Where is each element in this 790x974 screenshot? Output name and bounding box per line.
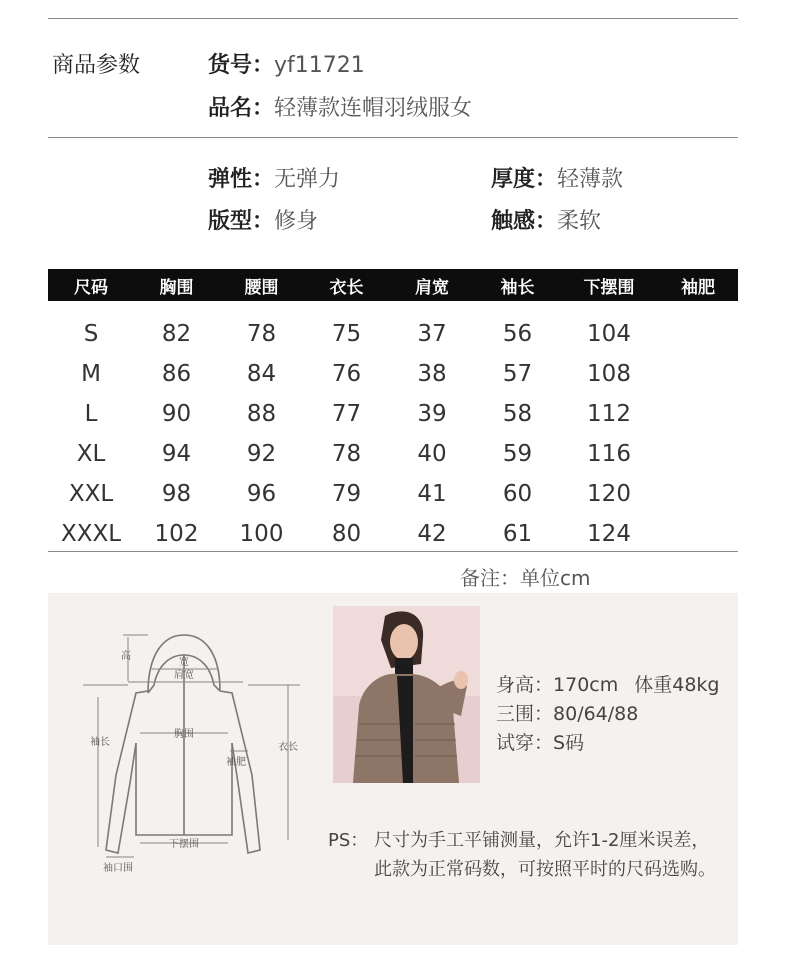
table-cell: 40 bbox=[417, 441, 447, 467]
table-cell: 116 bbox=[587, 441, 631, 467]
table-cell: 61 bbox=[502, 521, 533, 547]
model-tried-label: 试穿： bbox=[496, 732, 554, 754]
fit-label: 版型： bbox=[208, 209, 275, 234]
product-name bbox=[208, 91, 472, 122]
table-cell: 38 bbox=[417, 361, 447, 387]
product-name-label: 品名： bbox=[208, 96, 275, 121]
item-number bbox=[208, 48, 365, 79]
diagram-label-shoulder: 肩宽 bbox=[174, 670, 194, 681]
ps-text-2: 此款为正常码数，可按照平时的尺码选购。 bbox=[374, 859, 716, 880]
header-size: 尺码 bbox=[74, 277, 108, 298]
unit-note: 备注：单位cm bbox=[460, 566, 591, 590]
size-table-body bbox=[48, 314, 738, 554]
model-photo bbox=[333, 606, 480, 783]
table-cell: 80 bbox=[331, 521, 362, 547]
table-cell: 100 bbox=[239, 521, 284, 547]
ps-line-2 bbox=[374, 855, 716, 881]
item-number-label: 货号： bbox=[208, 53, 275, 78]
table-cell: 120 bbox=[587, 481, 631, 507]
thickness-value: 轻薄款 bbox=[557, 167, 624, 192]
model-height bbox=[496, 670, 720, 697]
feel-value: 柔软 bbox=[557, 209, 602, 234]
feel-label: 触感： bbox=[491, 209, 558, 234]
model-weight: 体重48kg bbox=[634, 674, 720, 696]
thickness-label: 厚度： bbox=[491, 167, 558, 192]
table-cell: 98 bbox=[161, 481, 192, 507]
header-chest: 胸围 bbox=[159, 277, 194, 298]
thickness bbox=[491, 162, 623, 193]
ps-text-1: 尺寸为手工平铺测量，允许1-2厘米误差， bbox=[374, 830, 710, 851]
diagram-label-hood-height: 高 bbox=[121, 651, 131, 662]
table-cell: 41 bbox=[417, 481, 447, 507]
fit-value: 修身 bbox=[274, 209, 319, 234]
header-hem: 下摆围 bbox=[583, 277, 635, 298]
table-cell: 86 bbox=[161, 361, 192, 387]
table-cell: 124 bbox=[587, 521, 631, 547]
table-cell: 94 bbox=[161, 441, 192, 467]
header-sleeve-width: 袖肥 bbox=[681, 277, 715, 298]
table-cell: S bbox=[83, 321, 99, 347]
table-cell: 78 bbox=[331, 441, 362, 467]
elasticity-label: 弹性： bbox=[208, 167, 275, 192]
table-cell: 39 bbox=[417, 401, 447, 427]
table-row bbox=[48, 354, 738, 394]
diagram-label-sleeve-width: 袖肥 bbox=[226, 757, 246, 768]
table-cell: 84 bbox=[246, 361, 277, 387]
size-table-header bbox=[48, 269, 738, 301]
table-cell: 102 bbox=[154, 521, 199, 547]
diagram-label-hood-width: 宽 bbox=[179, 657, 189, 668]
table-cell: M bbox=[81, 361, 101, 387]
model-tried-size bbox=[496, 728, 584, 755]
table-cell: 108 bbox=[587, 361, 631, 387]
model-height-value: 170cm bbox=[553, 674, 619, 696]
table-cell: XL bbox=[76, 441, 106, 467]
table-cell: 77 bbox=[331, 401, 362, 427]
header-waist: 腰围 bbox=[244, 277, 279, 298]
diagram-label-sleeve-length: 袖长 bbox=[90, 737, 110, 748]
table-cell: XXL bbox=[68, 481, 114, 507]
section-label: 商品参数 bbox=[52, 53, 141, 78]
header-shoulder: 肩宽 bbox=[415, 277, 449, 298]
table-cell: 57 bbox=[502, 361, 533, 387]
table-cell: 60 bbox=[502, 481, 533, 507]
product-name-value: 轻薄款连帽羽绒服女 bbox=[274, 96, 473, 121]
elasticity-value: 无弹力 bbox=[274, 167, 341, 192]
table-cell: L bbox=[84, 401, 98, 427]
table-cell: 78 bbox=[246, 321, 277, 347]
ps-prefix: PS： bbox=[328, 830, 369, 851]
table-cell: 58 bbox=[502, 401, 533, 427]
table-row bbox=[48, 434, 738, 474]
model-measurements-label: 三围： bbox=[496, 703, 554, 725]
table-cell: XXXL bbox=[60, 521, 122, 547]
measurement-diagram bbox=[78, 625, 308, 880]
table-row bbox=[48, 514, 738, 554]
table-cell: 82 bbox=[161, 321, 192, 347]
table-bottom-divider bbox=[48, 551, 738, 552]
fit bbox=[208, 204, 318, 235]
table-cell: 88 bbox=[246, 401, 277, 427]
table-row bbox=[48, 394, 738, 434]
table-cell: 96 bbox=[246, 481, 277, 507]
table-cell: 75 bbox=[331, 321, 362, 347]
item-number-value: yf11721 bbox=[274, 53, 365, 78]
header-length: 衣长 bbox=[329, 277, 364, 298]
ps-line-1 bbox=[328, 826, 709, 852]
table-cell: 59 bbox=[502, 441, 533, 467]
diagram-label-length: 衣长 bbox=[278, 742, 298, 753]
table-cell: 42 bbox=[417, 521, 447, 547]
top-divider bbox=[48, 18, 738, 19]
table-cell: 112 bbox=[587, 401, 631, 427]
table-cell: 37 bbox=[417, 321, 447, 347]
table-cell: 76 bbox=[331, 361, 362, 387]
feel bbox=[491, 204, 601, 235]
table-row bbox=[48, 314, 738, 354]
model-measurements-value: 80/64/88 bbox=[553, 703, 639, 725]
table-cell: 104 bbox=[587, 321, 631, 347]
params-divider bbox=[48, 137, 738, 138]
table-cell: 92 bbox=[246, 441, 277, 467]
table-row bbox=[48, 474, 738, 514]
diagram-label-chest: 胸围 bbox=[174, 729, 194, 740]
table-cell: 56 bbox=[502, 321, 533, 347]
model-measurements bbox=[496, 699, 638, 726]
header-sleeve: 袖长 bbox=[500, 277, 535, 298]
diagram-label-hem: 下摆围 bbox=[169, 839, 199, 850]
model-tried-value: S码 bbox=[553, 732, 585, 754]
elasticity bbox=[208, 162, 340, 193]
table-cell: 90 bbox=[161, 401, 192, 427]
model-height-label: 身高： bbox=[496, 674, 554, 696]
table-cell: 79 bbox=[331, 481, 362, 507]
measure-lines bbox=[83, 635, 300, 857]
diagram-label-cuff: 袖口围 bbox=[103, 863, 133, 874]
